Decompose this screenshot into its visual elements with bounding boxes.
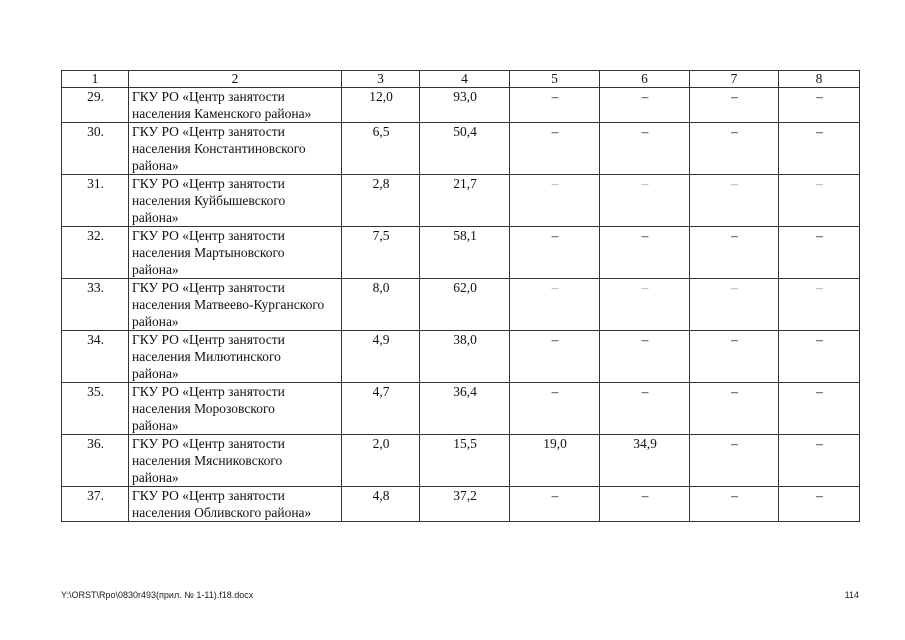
name-line: ГКУ РО «Центр занятости <box>132 280 285 295</box>
cell-col3: 7,5 <box>342 227 420 279</box>
cell-col4: 38,0 <box>420 331 510 383</box>
table-row <box>62 227 860 279</box>
cell-col5: – <box>510 123 600 175</box>
cell-col8: – <box>779 331 860 383</box>
table-row <box>62 383 860 435</box>
name-line: ГКУ РО «Центр занятости <box>132 488 285 503</box>
cell-col7: – <box>690 175 779 227</box>
cell-col8: – <box>779 175 860 227</box>
page-number: 114 <box>844 590 859 600</box>
table-row <box>62 331 860 383</box>
organization-name <box>129 383 342 435</box>
table-row <box>62 123 860 175</box>
cell-col8: – <box>779 435 860 487</box>
cell-col8: – <box>779 383 860 435</box>
cell-col7: – <box>690 331 779 383</box>
cell-col5: – <box>510 227 600 279</box>
cell-col5: – <box>510 279 600 331</box>
row-number: 34. <box>62 331 129 383</box>
cell-col7: – <box>690 123 779 175</box>
cell-col4: 93,0 <box>420 88 510 123</box>
cell-col7: – <box>690 88 779 123</box>
cell-col7: – <box>690 435 779 487</box>
name-line: населения Константиновского <box>132 141 306 156</box>
cell-col8: – <box>779 227 860 279</box>
footer-file-path: Y:\ORST\Rpo\0830r493(прил. № 1-11).f18.docx <box>61 590 254 600</box>
cell-col6: – <box>600 88 690 123</box>
cell-col8: – <box>779 123 860 175</box>
column-header: 2 <box>129 71 342 88</box>
cell-col3: 2,8 <box>342 175 420 227</box>
cell-col7: – <box>690 383 779 435</box>
row-number: 33. <box>62 279 129 331</box>
table-row <box>62 279 860 331</box>
row-number: 37. <box>62 487 129 522</box>
organization-name <box>129 175 342 227</box>
column-header: 6 <box>600 71 690 88</box>
cell-col3: 2,0 <box>342 435 420 487</box>
name-line: ГКУ РО «Центр занятости <box>132 176 285 191</box>
cell-col4: 36,4 <box>420 383 510 435</box>
name-line: ГКУ РО «Центр занятости <box>132 332 285 347</box>
name-line: населения Мясниковского <box>132 453 283 468</box>
name-line: района» <box>132 158 179 173</box>
cell-col8: – <box>779 88 860 123</box>
data-table <box>61 70 860 522</box>
cell-col3: 8,0 <box>342 279 420 331</box>
name-line: населения Мартыновского <box>132 245 285 260</box>
table-row <box>62 175 860 227</box>
organization-name <box>129 88 342 123</box>
column-header: 5 <box>510 71 600 88</box>
row-number: 32. <box>62 227 129 279</box>
cell-col5: – <box>510 383 600 435</box>
cell-col6: – <box>600 123 690 175</box>
table-row <box>62 435 860 487</box>
row-number: 31. <box>62 175 129 227</box>
name-line: ГКУ РО «Центр занятости <box>132 436 285 451</box>
organization-name <box>129 123 342 175</box>
name-line: ГКУ РО «Центр занятости <box>132 228 285 243</box>
table-row <box>62 487 860 522</box>
cell-col6: – <box>600 487 690 522</box>
cell-col3: 4,7 <box>342 383 420 435</box>
cell-col4: 15,5 <box>420 435 510 487</box>
cell-col6: 34,9 <box>600 435 690 487</box>
cell-col4: 50,4 <box>420 123 510 175</box>
cell-col7: – <box>690 487 779 522</box>
cell-col6: – <box>600 331 690 383</box>
name-line: населения Матвеево-Курганского <box>132 297 325 312</box>
column-header: 1 <box>62 71 129 88</box>
name-line: района» <box>132 418 179 433</box>
name-line: района» <box>132 470 179 485</box>
row-number: 30. <box>62 123 129 175</box>
organization-name <box>129 279 342 331</box>
cell-col5: – <box>510 175 600 227</box>
cell-col7: – <box>690 227 779 279</box>
cell-col8: – <box>779 279 860 331</box>
cell-col4: 37,2 <box>420 487 510 522</box>
cell-col7: – <box>690 279 779 331</box>
name-line: населения Куйбышевского <box>132 193 286 208</box>
table-row <box>62 88 860 123</box>
name-line: района» <box>132 366 179 381</box>
organization-name <box>129 487 342 522</box>
name-line: ГКУ РО «Центр занятости <box>132 384 285 399</box>
cell-col8: – <box>779 487 860 522</box>
cell-col6: – <box>600 279 690 331</box>
name-line: населения Морозовского <box>132 401 275 416</box>
row-number: 36. <box>62 435 129 487</box>
name-line: населения Обливского района» <box>132 505 312 520</box>
cell-col4: 62,0 <box>420 279 510 331</box>
name-line: района» <box>132 262 179 277</box>
row-number: 35. <box>62 383 129 435</box>
column-header: 8 <box>779 71 860 88</box>
name-line: ГКУ РО «Центр занятости <box>132 89 285 104</box>
cell-col5: – <box>510 88 600 123</box>
cell-col5: 19,0 <box>510 435 600 487</box>
cell-col5: – <box>510 487 600 522</box>
column-header: 7 <box>690 71 779 88</box>
cell-col3: 4,9 <box>342 331 420 383</box>
table-header-row <box>62 71 860 88</box>
cell-col6: – <box>600 227 690 279</box>
name-line: населения Милютинского <box>132 349 281 364</box>
cell-col5: – <box>510 331 600 383</box>
organization-name <box>129 435 342 487</box>
column-header: 3 <box>342 71 420 88</box>
cell-col4: 58,1 <box>420 227 510 279</box>
cell-col6: – <box>600 383 690 435</box>
cell-col6: – <box>600 175 690 227</box>
name-line: населения Каменского района» <box>132 106 312 121</box>
column-header: 4 <box>420 71 510 88</box>
cell-col3: 4,8 <box>342 487 420 522</box>
cell-col3: 6,5 <box>342 123 420 175</box>
name-line: района» <box>132 210 179 225</box>
name-line: района» <box>132 314 179 329</box>
organization-name <box>129 331 342 383</box>
row-number: 29. <box>62 88 129 123</box>
cell-col3: 12,0 <box>342 88 420 123</box>
name-line: ГКУ РО «Центр занятости <box>132 124 285 139</box>
cell-col4: 21,7 <box>420 175 510 227</box>
organization-name <box>129 227 342 279</box>
